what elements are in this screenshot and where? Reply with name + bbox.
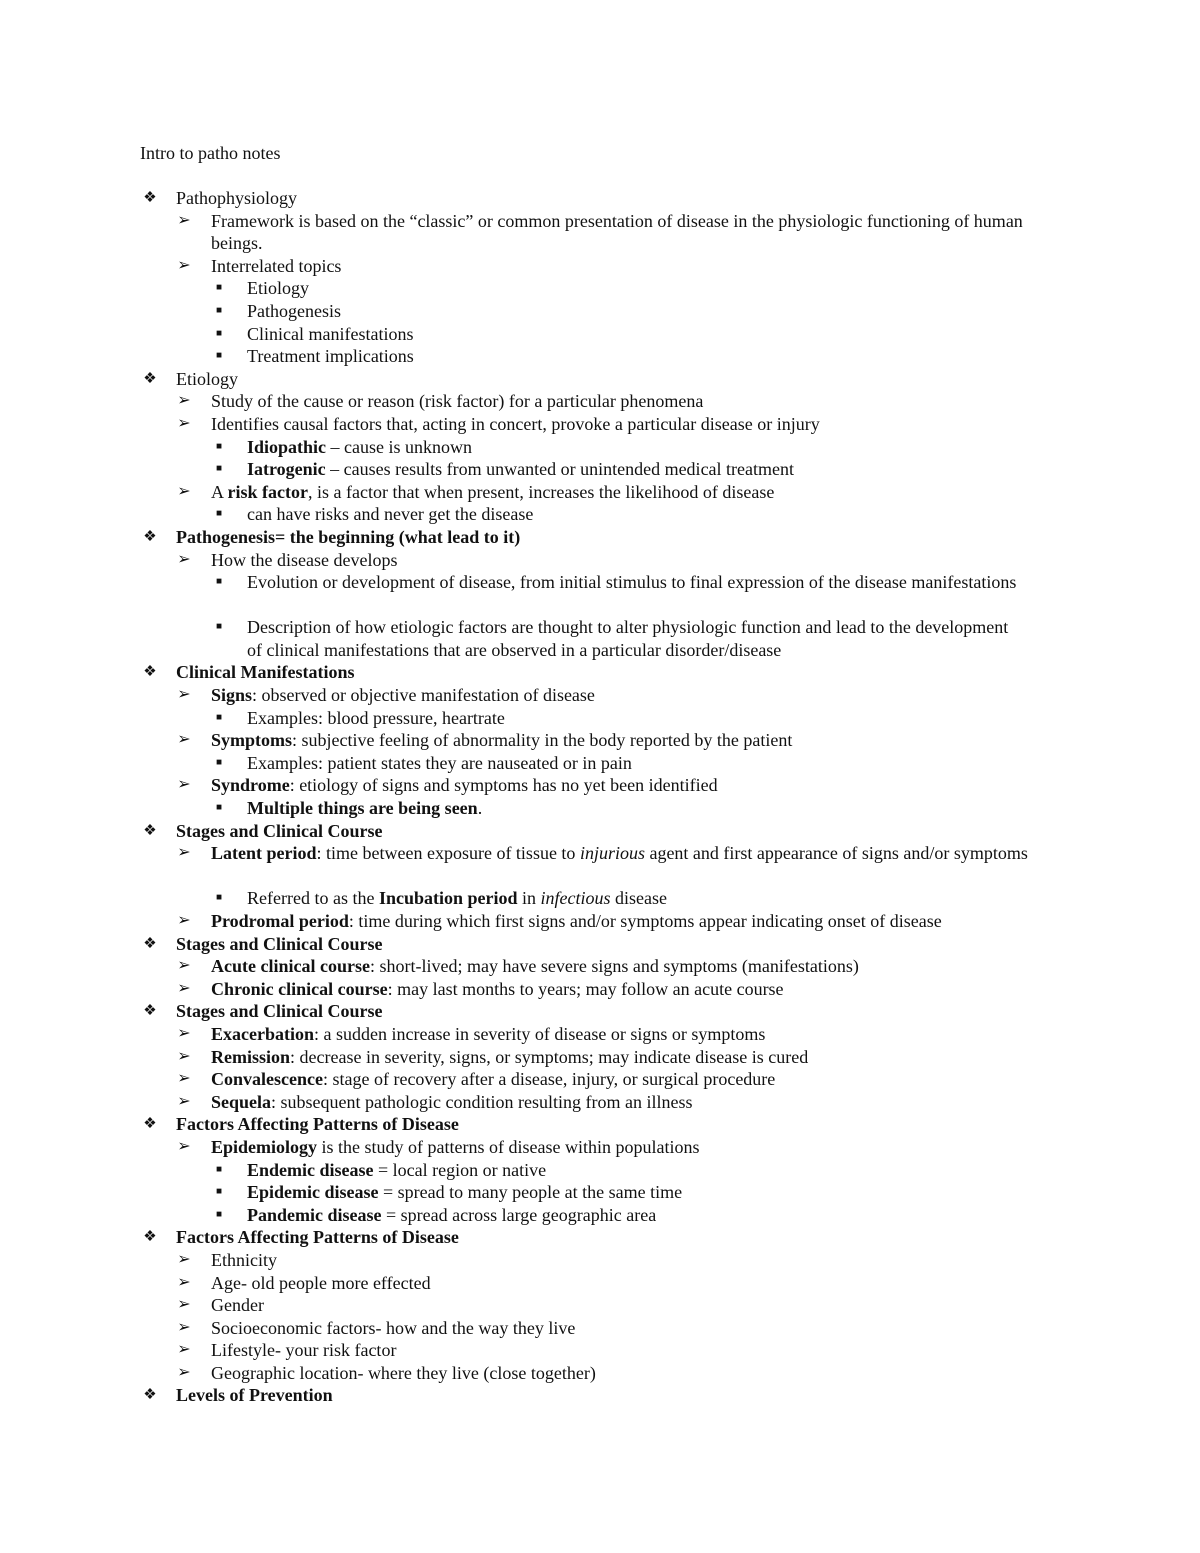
outline-item-text xyxy=(211,549,397,572)
text-segment: Geographic location- where they live (close together) xyxy=(211,1362,596,1383)
text-segment: : short-lived; may have severe signs and symptoms (manifestations) xyxy=(369,956,859,977)
text-segment: in xyxy=(517,888,541,909)
outline-item-level-3 xyxy=(0,1181,1200,1204)
outline-item-text xyxy=(247,1204,656,1227)
outline-item-text xyxy=(176,526,520,549)
bold-term: Pathogenesis= the beginning (what lead to it) xyxy=(176,526,521,547)
outline-item-text xyxy=(247,458,794,481)
outline-item-text xyxy=(247,707,505,730)
outline-item-level-3 xyxy=(0,571,1200,616)
bold-term: Stages and Clinical Course xyxy=(176,1001,383,1022)
arrowhead-icon: ➢ xyxy=(177,776,191,794)
text-segment: Pathophysiology xyxy=(176,188,298,208)
outline-item-text xyxy=(247,436,472,459)
square-bullet-icon: ■ xyxy=(215,576,223,588)
outline-item-text xyxy=(176,820,383,843)
text-segment: Treatment implications xyxy=(247,346,414,367)
text-segment: : a sudden increase in severity of disease or signs or symptoms xyxy=(314,1023,766,1044)
outline-item-level-3 xyxy=(0,323,1200,346)
outline-item-text xyxy=(211,1294,264,1317)
outline-item-text xyxy=(176,187,297,210)
square-bullet-icon: ■ xyxy=(215,440,223,452)
bold-term: Convalescence xyxy=(211,1069,323,1090)
square-bullet-icon: ■ xyxy=(215,327,223,339)
square-bullet-icon: ■ xyxy=(215,711,223,723)
text-segment: can have risks and never get the disease xyxy=(247,504,534,525)
bold-term: Sequela xyxy=(211,1091,272,1112)
arrowhead-icon: ➢ xyxy=(177,1092,191,1110)
bold-term: Incubation period xyxy=(378,888,518,909)
text-segment: : subjective feeling of abnormality in the body reported by the patient xyxy=(292,730,793,751)
diamond-four-petal-icon: ❖ xyxy=(143,822,157,839)
outline-item-level-2 xyxy=(0,1249,1200,1272)
text-segment: How the disease develops xyxy=(211,549,398,570)
outline-item-level-3 xyxy=(0,752,1200,775)
outline-item-level-2 xyxy=(0,978,1200,1001)
text-segment: : etiology of signs and symptoms has no yet been identified xyxy=(289,775,718,796)
bold-term: Syndrome xyxy=(211,775,290,796)
bold-term: Acute clinical course xyxy=(211,956,370,977)
outline-item-text xyxy=(176,1226,459,1249)
bold-term: Stages and Clinical Course xyxy=(176,820,383,841)
outline-item-level-3 xyxy=(0,887,1200,910)
outline-item-text xyxy=(176,368,238,391)
text-segment: A xyxy=(211,481,228,502)
outline-item-text xyxy=(247,503,533,526)
text-segment: Age- old people more effected xyxy=(211,1272,431,1293)
text-segment: – causes results from unwanted or unintended medical treatment xyxy=(325,459,795,480)
outline-item-level-2 xyxy=(0,549,1200,572)
bold-term: Endemic disease xyxy=(247,1159,374,1180)
text-segment: = spread across large geographic area xyxy=(381,1204,657,1225)
outline-item-level-1 xyxy=(0,1384,1200,1407)
outline-item-level-1 xyxy=(0,526,1200,549)
text-segment: Etiology xyxy=(247,278,309,299)
outline-item-text xyxy=(211,1317,575,1340)
text-segment: agent and first appearance of signs and/or symptoms xyxy=(644,843,1028,864)
outline-item-text xyxy=(211,955,859,978)
diamond-four-petal-icon: ❖ xyxy=(143,190,157,206)
outline-item-level-1 xyxy=(0,368,1200,391)
text-segment: Study of the cause or reason (risk factor) for a particular phenomena xyxy=(211,391,704,412)
bold-term: Pandemic disease xyxy=(247,1204,382,1225)
outline-item-text xyxy=(211,1249,277,1272)
bold-term: Latent period xyxy=(211,843,317,864)
outline-item-level-3 xyxy=(0,458,1200,481)
text-segment: Clinical manifestations xyxy=(247,323,414,344)
outline-item-text xyxy=(247,345,414,368)
diamond-four-petal-icon: ❖ xyxy=(143,1229,157,1246)
diamond-four-petal-icon: ❖ xyxy=(143,370,157,387)
outline-item-text xyxy=(211,1023,765,1046)
diamond-four-petal-icon: ❖ xyxy=(143,1003,157,1020)
outline-item-text xyxy=(211,1339,396,1362)
diamond-four-petal-icon: ❖ xyxy=(143,1387,157,1404)
text-segment: Evolution or development of disease, from initial stimulus to final expression of the disease manifestations xyxy=(247,572,1017,593)
bold-term: Remission xyxy=(211,1046,291,1067)
bold-term: Levels of Prevention xyxy=(176,1385,333,1406)
text-segment: : observed or objective manifestation of disease xyxy=(252,685,595,706)
square-bullet-icon: ■ xyxy=(215,508,223,520)
arrowhead-icon: ➢ xyxy=(177,1137,191,1155)
italic-term: injurious xyxy=(579,843,645,864)
outline-item-level-2 xyxy=(0,1046,1200,1069)
square-bullet-icon: ■ xyxy=(215,1186,223,1198)
text-segment: , is a factor that when present, increases the likelihood of disease xyxy=(308,481,775,502)
bold-term: risk factor xyxy=(227,481,308,502)
arrowhead-icon: ➢ xyxy=(177,731,191,749)
outline-item-level-2 xyxy=(0,842,1200,887)
square-bullet-icon: ■ xyxy=(215,892,223,904)
outline-item-level-1 xyxy=(0,933,1200,956)
outline-item-text xyxy=(211,1272,431,1295)
outline-item-level-3 xyxy=(0,503,1200,526)
outline-item-level-1 xyxy=(0,1113,1200,1136)
outline-item-level-2 xyxy=(0,1362,1200,1385)
bold-term: Idiopathic xyxy=(247,436,327,457)
document-title: Intro to patho notes xyxy=(140,143,281,163)
text-segment: is the study of patterns of disease within populations xyxy=(317,1136,700,1157)
square-bullet-icon: ■ xyxy=(215,1163,223,1175)
outline-item-text xyxy=(211,1068,775,1091)
bold-term: Exacerbation xyxy=(211,1023,314,1044)
outline-item-text xyxy=(211,210,1051,255)
diamond-four-petal-icon: ❖ xyxy=(143,528,157,545)
outline-item-level-2 xyxy=(0,1272,1200,1295)
outline-item-level-2 xyxy=(0,955,1200,978)
diamond-four-petal-icon: ❖ xyxy=(143,935,157,952)
text-segment: Socioeconomic factors- how and the way they live xyxy=(211,1317,576,1338)
outline-item-level-2 xyxy=(0,1339,1200,1362)
text-segment: Pathogenesis xyxy=(247,300,341,321)
italic-term: infectious xyxy=(540,888,611,909)
outline-item-level-3 xyxy=(0,797,1200,820)
outline-item-text xyxy=(211,1136,699,1159)
text-segment: : may last months to years; may follow an acute course xyxy=(387,978,784,999)
outline-item-text xyxy=(211,1046,808,1069)
text-segment: Referred to as the xyxy=(247,888,379,909)
arrowhead-icon: ➢ xyxy=(177,392,191,410)
text-segment: = spread to many people at the same time xyxy=(378,1182,683,1203)
square-bullet-icon: ■ xyxy=(215,1208,223,1220)
outline-item-text xyxy=(247,1181,682,1204)
square-bullet-icon: ■ xyxy=(215,350,223,362)
outline-item-level-2 xyxy=(0,210,1200,255)
outline-item-level-2 xyxy=(0,910,1200,933)
bold-term: Symptoms xyxy=(211,730,293,751)
outline-item-level-2 xyxy=(0,1091,1200,1114)
bold-term: Epidemiology xyxy=(211,1136,318,1157)
arrowhead-icon: ➢ xyxy=(177,414,191,432)
square-bullet-icon: ■ xyxy=(215,304,223,316)
outline-item-level-1 xyxy=(0,820,1200,843)
text-segment: Examples: patient states they are nauseated or in pain xyxy=(247,752,632,773)
square-bullet-icon: ■ xyxy=(215,756,223,768)
arrowhead-icon: ➢ xyxy=(177,1296,191,1314)
outline-item-text xyxy=(211,774,718,797)
text-segment: – cause is unknown xyxy=(326,436,473,457)
outline-item-level-2 xyxy=(0,774,1200,797)
outline-item-text xyxy=(247,797,482,820)
outline-item-text xyxy=(247,887,667,910)
text-segment: = local region or native xyxy=(373,1159,547,1180)
text-segment: : stage of recovery after a disease, injury, or surgical procedure xyxy=(322,1069,776,1090)
outline-item-level-2 xyxy=(0,1136,1200,1159)
text-segment: Gender xyxy=(211,1295,264,1316)
outline-item-text xyxy=(247,277,309,300)
outline-item-level-3 xyxy=(0,1204,1200,1227)
outline-item-level-2 xyxy=(0,684,1200,707)
arrowhead-icon: ➢ xyxy=(177,1273,191,1291)
arrowhead-icon: ➢ xyxy=(177,686,191,704)
outline-item-text xyxy=(247,752,632,775)
outline-item-level-1 xyxy=(0,1226,1200,1249)
outline-item-text xyxy=(176,933,383,956)
text-segment: disease xyxy=(610,888,667,909)
text-segment: Ethnicity xyxy=(211,1249,277,1270)
outline-item-text xyxy=(211,1362,596,1385)
bold-term: Multiple things are being seen xyxy=(247,798,478,819)
outline-item-level-2 xyxy=(0,1023,1200,1046)
outline-item-text xyxy=(176,661,355,684)
diamond-four-petal-icon: ❖ xyxy=(143,664,157,681)
outline-item-text xyxy=(247,1159,546,1182)
outline-item-text xyxy=(211,684,595,707)
bold-term: Epidemic disease xyxy=(247,1182,379,1203)
outline-item-text xyxy=(211,481,774,504)
outline-item-text xyxy=(247,300,341,323)
diamond-four-petal-icon: ❖ xyxy=(143,1116,157,1133)
arrowhead-icon: ➢ xyxy=(177,844,191,862)
bold-term: Factors Affecting Patterns of Disease xyxy=(176,1227,459,1248)
outline-item-level-3 xyxy=(0,616,1200,661)
bold-term: Chronic clinical course xyxy=(211,978,388,999)
arrowhead-icon: ➢ xyxy=(177,256,191,274)
outline-item-level-2 xyxy=(0,413,1200,436)
text-segment: Interrelated topics xyxy=(211,255,342,276)
outline-item-text xyxy=(211,255,341,278)
outline-item-text xyxy=(176,1000,383,1023)
arrowhead-icon: ➢ xyxy=(177,1070,191,1088)
outline-item-level-3 xyxy=(0,300,1200,323)
text-segment: Identifies causal factors that, acting in concert, provoke a particular disease or injury xyxy=(211,413,820,434)
bold-term: Stages and Clinical Course xyxy=(176,933,383,954)
text-segment: Etiology xyxy=(176,368,238,389)
outline-item-level-2 xyxy=(0,481,1200,504)
arrowhead-icon: ➢ xyxy=(177,979,191,997)
bold-term: Signs xyxy=(211,685,253,706)
square-bullet-icon: ■ xyxy=(215,463,223,475)
square-bullet-icon: ■ xyxy=(215,282,223,294)
arrowhead-icon: ➢ xyxy=(177,1047,191,1065)
outline-item-level-1 xyxy=(0,187,1200,210)
outline-item-text xyxy=(211,978,784,1001)
outline-item-text xyxy=(247,571,1027,594)
outline-item-level-3 xyxy=(0,277,1200,300)
arrowhead-icon: ➢ xyxy=(177,912,191,929)
arrowhead-icon: ➢ xyxy=(177,550,191,568)
notes-outline xyxy=(0,187,1200,1407)
outline-item-level-2 xyxy=(0,1317,1200,1340)
outline-item-level-3 xyxy=(0,436,1200,459)
bold-term: Factors Affecting Patterns of Disease xyxy=(176,1114,459,1135)
outline-item-level-3 xyxy=(0,707,1200,730)
outline-item-text xyxy=(176,1384,333,1407)
outline-item-level-3 xyxy=(0,1159,1200,1182)
bold-term: Prodromal period xyxy=(211,911,349,931)
outline-item-text xyxy=(211,1091,692,1114)
square-bullet-icon: ■ xyxy=(215,802,223,814)
outline-item-level-2 xyxy=(0,1294,1200,1317)
outline-item-level-2 xyxy=(0,255,1200,278)
text-segment: Framework is based on the “classic” or common presentation of disease in the physiologic functioning of human beings. xyxy=(211,210,1023,254)
arrowhead-icon: ➢ xyxy=(177,1024,191,1042)
outline-item-text xyxy=(247,323,413,346)
outline-item-level-3 xyxy=(0,345,1200,368)
outline-item-level-2 xyxy=(0,1068,1200,1091)
text-segment: Description of how etiologic factors are thought to alter physiologic function and lead to the development of clinical manifestations that are observed in a particular disorder/disease xyxy=(247,617,1009,660)
arrowhead-icon: ➢ xyxy=(177,211,191,229)
square-bullet-icon: ■ xyxy=(215,621,223,633)
arrowhead-icon: ➢ xyxy=(177,482,191,500)
text-segment: . xyxy=(477,798,483,819)
text-segment: Examples: blood pressure, heartrate xyxy=(247,707,505,728)
arrowhead-icon: ➢ xyxy=(177,1341,191,1359)
outline-item-level-2 xyxy=(0,390,1200,413)
outline-item-level-1 xyxy=(0,661,1200,684)
bold-term: Iatrogenic xyxy=(247,459,326,480)
arrowhead-icon: ➢ xyxy=(177,1363,191,1381)
bold-term: Clinical Manifestations xyxy=(176,662,355,683)
arrowhead-icon: ➢ xyxy=(177,957,191,975)
outline-item-text xyxy=(176,1113,459,1136)
text-segment: : time between exposure of tissue to xyxy=(316,843,580,864)
text-segment: : time during which first signs and/or symptoms appear indicating onset of disease xyxy=(348,911,942,931)
text-segment: : subsequent pathologic condition resulting from an illness xyxy=(271,1091,693,1112)
outline-item-text xyxy=(211,390,703,413)
outline-item-text xyxy=(211,413,820,436)
outline-item-level-2 xyxy=(0,729,1200,752)
outline-item-text xyxy=(211,842,1051,865)
text-segment: : decrease in severity, signs, or symptoms; may indicate disease is cured xyxy=(290,1046,809,1067)
outline-item-text xyxy=(211,729,792,752)
arrowhead-icon: ➢ xyxy=(177,1250,191,1268)
arrowhead-icon: ➢ xyxy=(177,1318,191,1336)
outline-item-text xyxy=(247,616,1027,661)
text-segment: Lifestyle- your risk factor xyxy=(211,1340,397,1361)
outline-item-level-1 xyxy=(0,1000,1200,1023)
outline-item-text xyxy=(211,910,942,933)
